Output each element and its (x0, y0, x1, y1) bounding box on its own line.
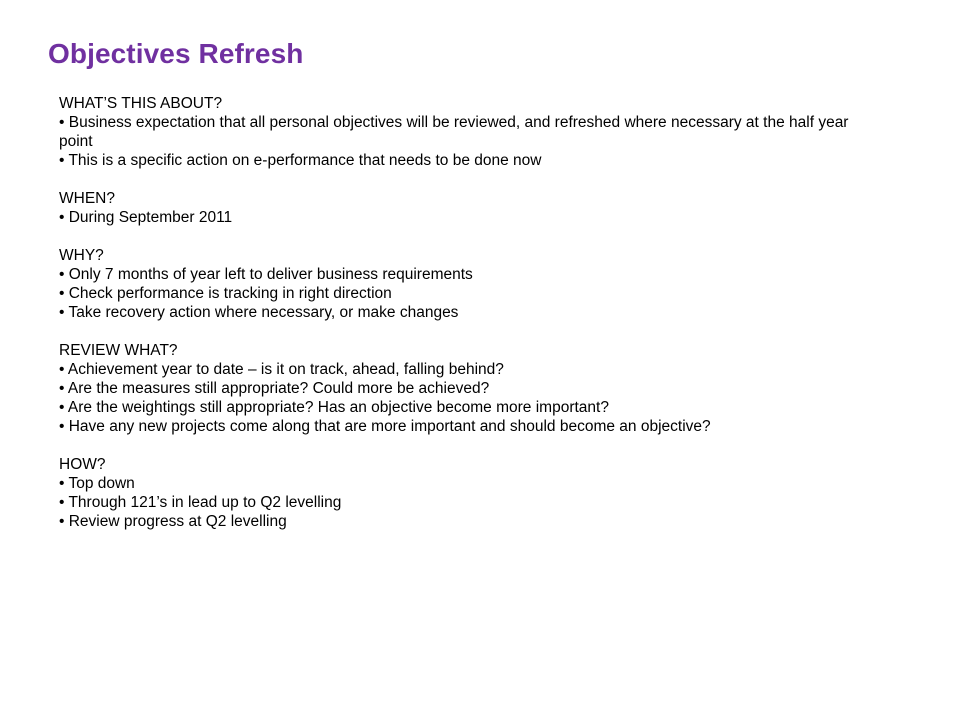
bullet-icon: • (59, 475, 69, 492)
bullet-item (59, 284, 879, 303)
bullet-text: Take recovery action where necessary, or make changes (68, 304, 459, 321)
bullet-icon: • (59, 361, 68, 378)
bullet-text: Review progress at Q2 levelling (68, 513, 287, 530)
bullet-icon: • (59, 399, 68, 416)
bullet-text: Only 7 months of year left to deliver business requirements (68, 266, 473, 283)
bullet-item (59, 474, 879, 493)
section-heading: REVIEW WHAT? (59, 342, 178, 359)
bullet-text: Are the weightings still appropriate? Has an objective become more important? (67, 399, 609, 416)
bullet-item (59, 360, 879, 379)
bullet-text: Through 121’s in lead up to Q2 levelling (68, 494, 342, 511)
slide-content (59, 94, 879, 550)
bullet-icon: • (59, 266, 69, 283)
bullet-item (59, 208, 879, 227)
bullet-item (59, 379, 879, 398)
section-heading: HOW? (59, 456, 106, 473)
bullet-text: Achievement year to date – is it on track, ahead, falling behind? (67, 361, 504, 378)
bullet-text: Are the measures still appropriate? Could more be achieved? (67, 380, 490, 397)
bullet-item (59, 265, 879, 284)
bullet-icon: • (59, 285, 69, 302)
bullet-icon: • (59, 304, 69, 321)
slide-title: Objectives Refresh (48, 38, 304, 69)
bullet-text: Business expectation that all personal objectives will be reviewed, and refreshed where necessary at the half year point (59, 114, 849, 150)
bullet-item (59, 398, 879, 417)
bullet-item (59, 303, 879, 322)
section-whats-this-about (59, 94, 879, 170)
bullet-icon: • (59, 209, 69, 226)
bullet-item (59, 512, 879, 531)
bullet-icon: • (59, 418, 69, 435)
bullet-icon: • (59, 114, 69, 131)
bullet-text: Top down (68, 475, 135, 492)
bullet-text: During September 2011 (68, 209, 233, 226)
section-heading: WHAT’S THIS ABOUT? (59, 95, 223, 112)
section-heading: WHEN? (59, 190, 115, 207)
section-why (59, 246, 879, 322)
bullet-icon: • (59, 513, 69, 530)
bullet-item (59, 417, 879, 436)
bullet-item (59, 151, 879, 170)
bullet-item (59, 493, 879, 512)
bullet-icon: • (59, 152, 69, 169)
bullet-text: Have any new projects come along that are more important and should become an objective? (68, 418, 711, 435)
bullet-item (59, 113, 879, 151)
section-how (59, 455, 879, 531)
bullet-icon: • (59, 380, 68, 397)
section-when (59, 189, 879, 227)
bullet-text: Check performance is tracking in right direction (68, 285, 392, 302)
section-heading: WHY? (59, 247, 104, 264)
bullet-icon: • (59, 494, 69, 511)
bullet-text: This is a specific action on e-performance that needs to be done now (68, 152, 542, 169)
section-review-what (59, 341, 879, 436)
